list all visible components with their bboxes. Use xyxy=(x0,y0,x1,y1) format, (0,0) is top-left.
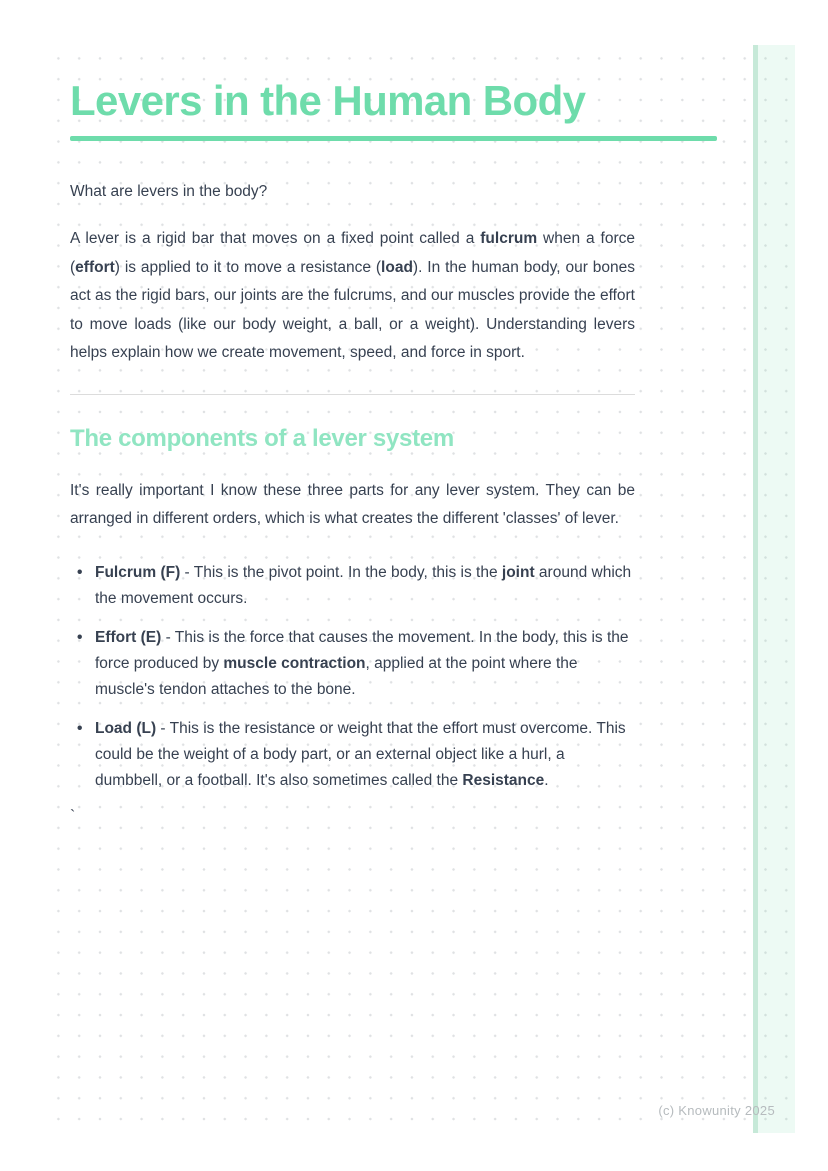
stray-character: ` xyxy=(70,807,76,825)
watermark: (c) Knowunity 2025 xyxy=(658,1103,775,1118)
intro-question: What are levers in the body? xyxy=(70,183,268,200)
list-item-text: Load (L) - This is the resistance or weight that the effort must overcome. This could be the weight of a body part, or an external object like a hurl, a dumbbell, or a football. It's also sometimes called the Resistance. xyxy=(95,719,626,789)
components-list xyxy=(70,560,635,794)
list-item-text: Effort (E) - This is the force that causes the movement. In the body, this is the force produced by muscle contraction, applied at the point where the muscle's tendon attaches to the bone. xyxy=(95,628,629,698)
list-item-load xyxy=(70,716,635,794)
list-item-fulcrum xyxy=(70,560,635,612)
intro-paragraph: A lever is a rigid bar that moves on a fixed point called a fulcrum when a force (effort) is applied to it to move a resistance (load). In the human body, our bones act as the rigid bars, our joints are the fulcrums, and our muscles provide the effort to move loads (like our body weight, a ball, or a weight). Understanding levers helps explain how we create movement, speed, and force in sport. xyxy=(70,230,635,361)
bullet-icon: • xyxy=(77,563,83,581)
list-item-effort xyxy=(70,625,635,703)
notebook-page xyxy=(45,45,795,1133)
title-underline xyxy=(70,136,717,141)
bullet-icon: • xyxy=(77,628,83,646)
section-heading: The components of a lever system xyxy=(70,424,454,452)
page-title: Levers in the Human Body xyxy=(70,77,586,124)
page-content xyxy=(45,45,795,826)
section-intro-paragraph: It's really important I know these three parts for any lever system. They can be arranged in different orders, which is what creates the different 'classes' of lever. xyxy=(70,481,635,527)
bullet-icon: • xyxy=(77,719,83,737)
section-divider xyxy=(70,394,635,395)
list-item-text: Fulcrum (F) - This is the pivot point. In the body, this is the joint around which the movement occurs. xyxy=(95,563,632,607)
